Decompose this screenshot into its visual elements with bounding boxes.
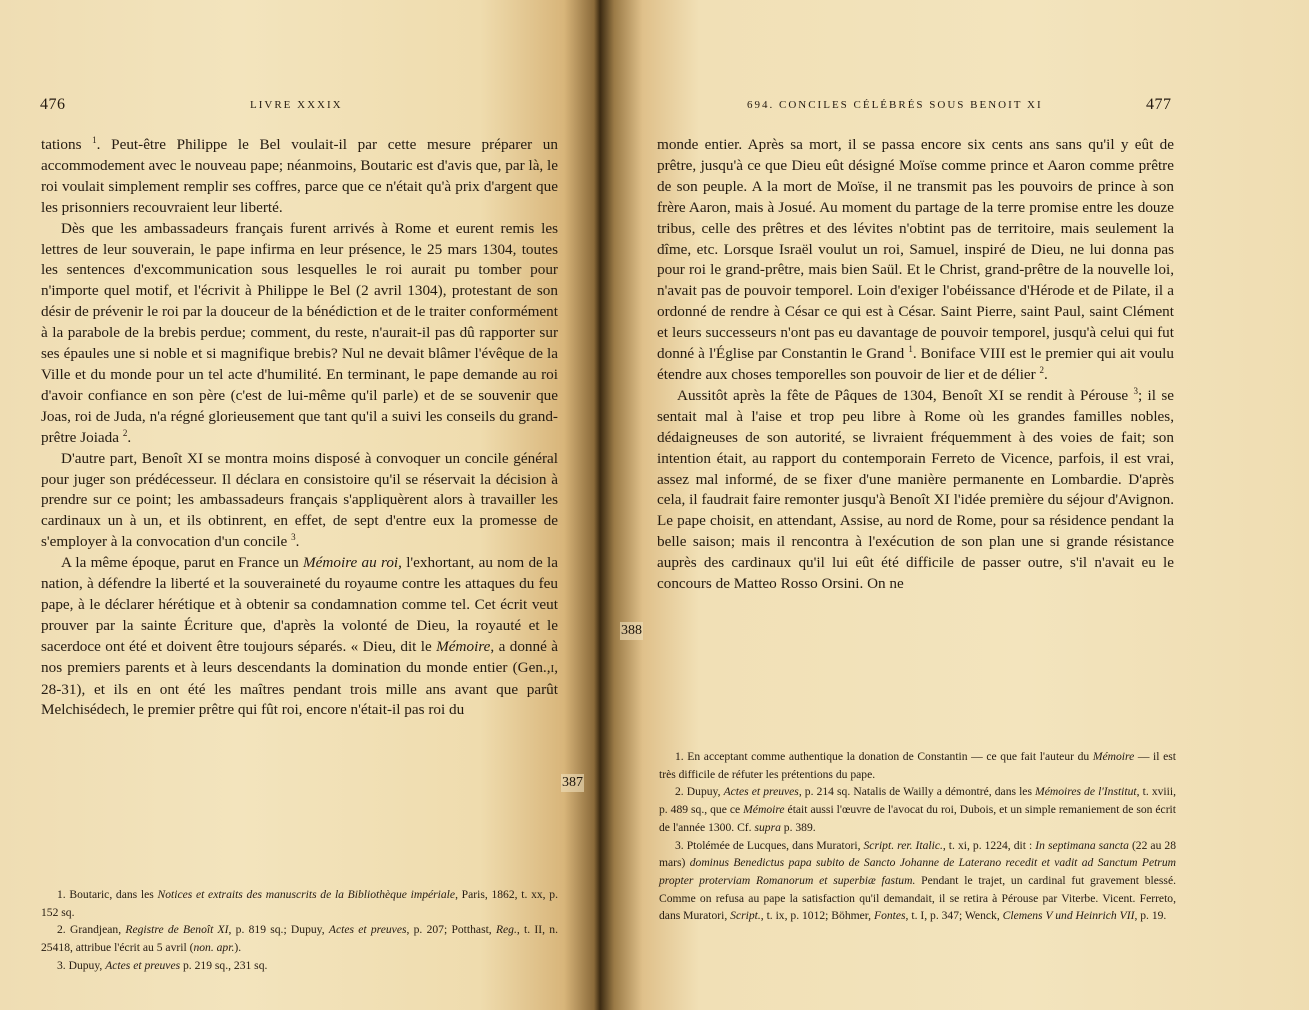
- left-footnotes: [41, 886, 558, 975]
- left-page: [0, 0, 600, 1010]
- left-page-number: 476: [40, 96, 66, 113]
- right-footnote: 1. En acceptant comme authentique la donation de Constantin — ce que fait l'auteur du Mémoire — il est très difficile de réfuter les prétentions du pape.: [659, 750, 1176, 781]
- right-paragraph: monde entier. Après sa mort, il se passa encore six cents ans sans qu'il y eût de prêtre, jusqu'à ce que Dieu eût désigné Moïse comme prince et Aaron comme prêtre de son peuple. A la mort de Moïse, il ne transmit pas les pouvoirs de prince à son frère Aaron, mais à Josué. Au moment du partage de la terre promise entre les douze tribus, celle des prêtres et des lévites n'obtint pas de territoire, mais seulement la dîme, etc. Lorsque Israël voulut un roi, Samuel, inspiré de Dieu, ne lui donna pas pour roi le grand-prêtre, mais bien Saül. Et le Christ, grand-prêtre de la nouvelle loi, n'avait pas de pouvoir temporel. Loin d'exiger l'obéissance d'Hérode et de Pilate, il a ordonné de rendre à César ce qui est à César. Saint Pierre, saint Paul, saint Clément et leurs successeurs n'ont pas eu davantage de pouvoir temporel, jusqu'à celui qui fut donné à l'Église par Constantin le Grand $^1$. Boniface VIII est le premier qui ait voulu étendre aux choses temporelles son pouvoir de lier et de délier $^2$.: [657, 136, 1174, 383]
- left-margin-marker: 387: [562, 775, 583, 790]
- right-running-title: 694. CONCILES CÉLÉBRÉS SOUS BENOIT XI: [747, 99, 1043, 111]
- right-margin-marker: 388: [621, 623, 642, 638]
- left-paragraph: tations $^1$. Peut-être Philippe le Bel voulait-il par cette mesure préparer un accommodement avec le nouveau pape; néanmoins, Boutaric est d'avis que, par là, le roi voulait simplement remplir ses coffres, parce que ce n'était qu'à prix d'argent que les prisonniers recouvraient leur liberté.: [41, 135, 558, 216]
- right-footnote: 2. Dupuy, Actes et preuves, p. 214 sq. Natalis de Wailly a démontré, dans les Mémoires de l'Institut, t. xviii, p. 489 sq., que ce Mémoire était aussi l'œuvre de l'avocat du roi, Dubois, et un simple remaniement de son écrit de l'année 1300. Cf. supra p. 389.: [659, 785, 1177, 834]
- right-footnotes: [659, 748, 1176, 925]
- right-body-text: [657, 135, 1174, 595]
- left-paragraph: Dès que les ambassadeurs français furent arrivés à Rome et eurent remis les lettres de leur souverain, le pape infirma en leur présence, le 25 mars 1304, toutes les sentences d'excommunication sous lesquelles le roi aurait pu tomber pour n'importe quel motif, et l'écrivit à Philippe le Bel (2 avril 1304), protestant de son désir de prévenir le roi par la douceur de la bénédiction et de le traiter conformément à la parabole de la brebis perdue; comment, du reste, n'aurait-il pas dû rapporter sur ses épaules une si noble et si magnifique brebis? Nul ne devait blâmer l'évêque de la Ville et du monde pour un tel acte d'humilité. En terminant, le pape demande au roi d'avoir confiance en son père (c'est de lui-même qu'il parle) et de se souvenir que Joas, roi de Juda, n'a régné glorieusement que tant qu'il a suivi les conseils du grand-prêtre Joiada $^2$.: [41, 219, 558, 446]
- left-paragraph: D'autre part, Benoît XI se montra moins disposé à convoquer un concile général pour juger son prédécesseur. Il déclara en consistoire qu'il se réservait la décision à prendre sur ce point; les ambassadeurs français s'appliquèrent alors à travailler les cardinaux un à un, et ils obtinrent, en effet, de sept d'entre eux la promesse de s'employer à la convocation d'un concile $^3$.: [41, 449, 558, 551]
- left-running-title: LIVRE XXXIX: [250, 99, 343, 111]
- right-paragraph: Aussitôt après la fête de Pâques de 1304, Benoît XI se rendit à Pérouse $^3$; il se sentait mal à l'aise et trop peu libre à Rome où les grandes familles nobles, dédaigneuses de son autorité, se livraient fréquemment à des voies de fait; son intention était, au rapport du contemporain Ferreto de Vicence, parfois, il est vrai, assez mal informé, de se fixer d'une manière permanente en Lombardie. D'après cela, il faudrait faire remonter jusqu'à Benoît XI l'idée première du séjour d'Avignon. Le pape choisit, en attendant, Assise, au nord de Rome, pour sa résidence pendant la belle saison; mais il rencontra à l'exécution de son plan une si grande résistance auprès des cardinaux qu'il lui eût été difficile de passer outre, s'il n'avait eu le concours de Matteo Rosso Orsini. On ne: [657, 385, 1174, 593]
- left-footnote: 2. Grandjean, Registre de Benoît XI, p. 819 sq.; Dupuy, Actes et preuves, p. 207; Potthast, Reg., t. II, n. 25418, attribue l'écrit au 5 avril (non. apr.).: [41, 923, 558, 955]
- left-footnote: 3. Dupuy, Actes et preuves p. 219 sq., 231 sq.: [57, 958, 268, 972]
- left-paragraph: A la même époque, parut en France un Mémoire au roi, l'exhortant, au nom de la nation, à défendre la liberté et la souveraineté du royaume contre les attaques du feu pape, à le déclarer hérétique et à obtenir sa condamnation comme tel. Cet écrit veut prouver par la sainte Écriture que, d'après la volonté de Dieu, la royauté et le sacerdoce ont été et doivent être toujours séparés. « Dieu, dit le Mémoire, a donné à nos premiers parents et à leurs descendants la domination du monde entier (Gen.,I, 28-31), et ils en ont été les maîtres pendant trois mille ans avant que parût Melchisédech, le premier prêtre qui fût roi, encore n'était-il pas roi du: [41, 554, 559, 719]
- right-footnote: 3. Ptolémée de Lucques, dans Muratori, Script. rer. Italic., t. xi, p. 1224, dit : In septimana sancta (22 au 28 mars) dominus Benedictus papa subito de Sancto Johanne de Laterano recedit et vadit ad Sanctum Petrum propter proterviam Romanorum et superbiæ fastum. Pendant le trajet, un cardinal fut gravement blessé. Comme on refusa au pape la satisfaction qu'il demandait, il se retira à Pérouse par Viterbe. Vicent. Ferreto, dans Muratori, Script., t. ix, p. 1012; Böhmer, Fontes, t. I, p. 347; Wenck, Clemens V und Heinrich VII, p. 19.: [659, 838, 1177, 923]
- right-page: [600, 0, 1309, 1010]
- right-page-number: 477: [1146, 96, 1172, 113]
- left-footnote: 1. Boutaric, dans les Notices et extraits des manuscrits de la Bibliothèque impériale, Paris, 1862, t. xx, p. 152 sq.: [41, 888, 558, 919]
- left-body-text: [41, 135, 558, 721]
